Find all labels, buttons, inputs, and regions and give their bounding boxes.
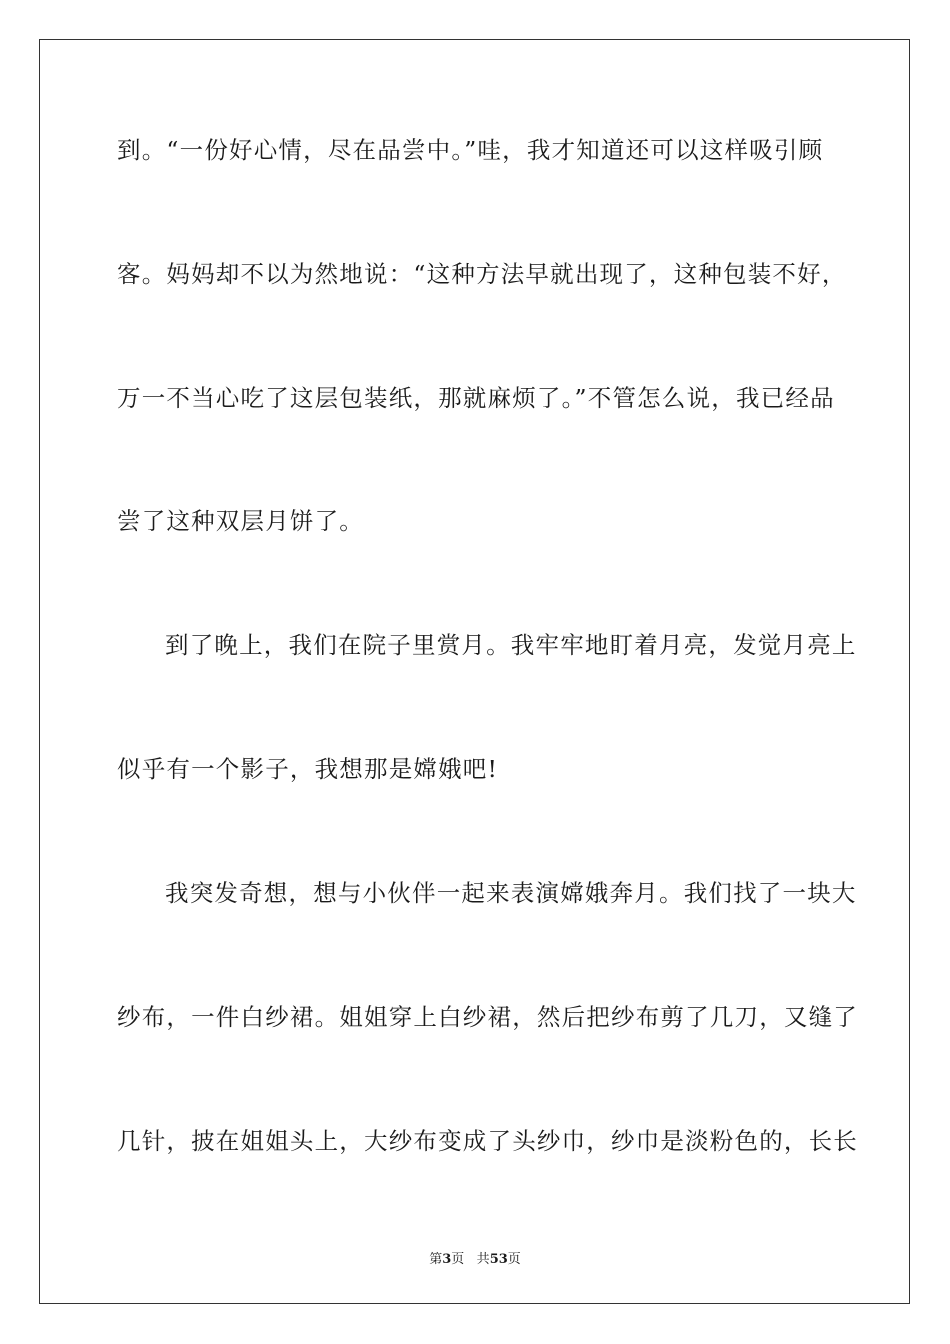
page-prefix: 第 <box>429 1252 443 1267</box>
total-pages: 53 <box>489 1252 508 1267</box>
page-current: 3 <box>442 1252 452 1267</box>
total-suffix: 页 <box>507 1252 521 1267</box>
text-line-6: 似乎有一个影子，我想那是嫦娥吧! <box>117 755 499 783</box>
page-footer <box>0 1248 950 1267</box>
text-line-9: 几针，披在姐姐头上，大纱布变成了头纱巾，纱巾是淡粉色的，长长 <box>117 1127 858 1155</box>
page-suffix: 页 <box>451 1252 465 1267</box>
text-line-1: 到。“一份好心情，尽在品尝中。”哇，我才知道还可以这样吸引顾 <box>117 136 824 164</box>
page-frame <box>39 39 910 1304</box>
total-prefix: 共 <box>476 1252 490 1267</box>
text-line-8: 纱布，一件白纱裙。姐姐穿上白纱裙，然后把纱布剪了几刀，又缝了 <box>117 1003 858 1031</box>
text-line-4: 尝了这种双层月饼了。 <box>117 507 364 535</box>
text-line-2: 客。妈妈却不以为然地说：“这种方法早就出现了，这种包装不好， <box>117 260 847 288</box>
text-line-5: 到了晚上，我们在院子里赏月。我牢牢地盯着月亮，发觉月亮上 <box>165 631 857 659</box>
text-line-3: 万一不当心吃了这层包装纸，那就麻烦了。”不管怎么说，我已经品 <box>117 384 835 412</box>
text-line-7: 我突发奇想，想与小伙伴一起来表演嫦娥奔月。我们找了一块大 <box>165 879 857 907</box>
